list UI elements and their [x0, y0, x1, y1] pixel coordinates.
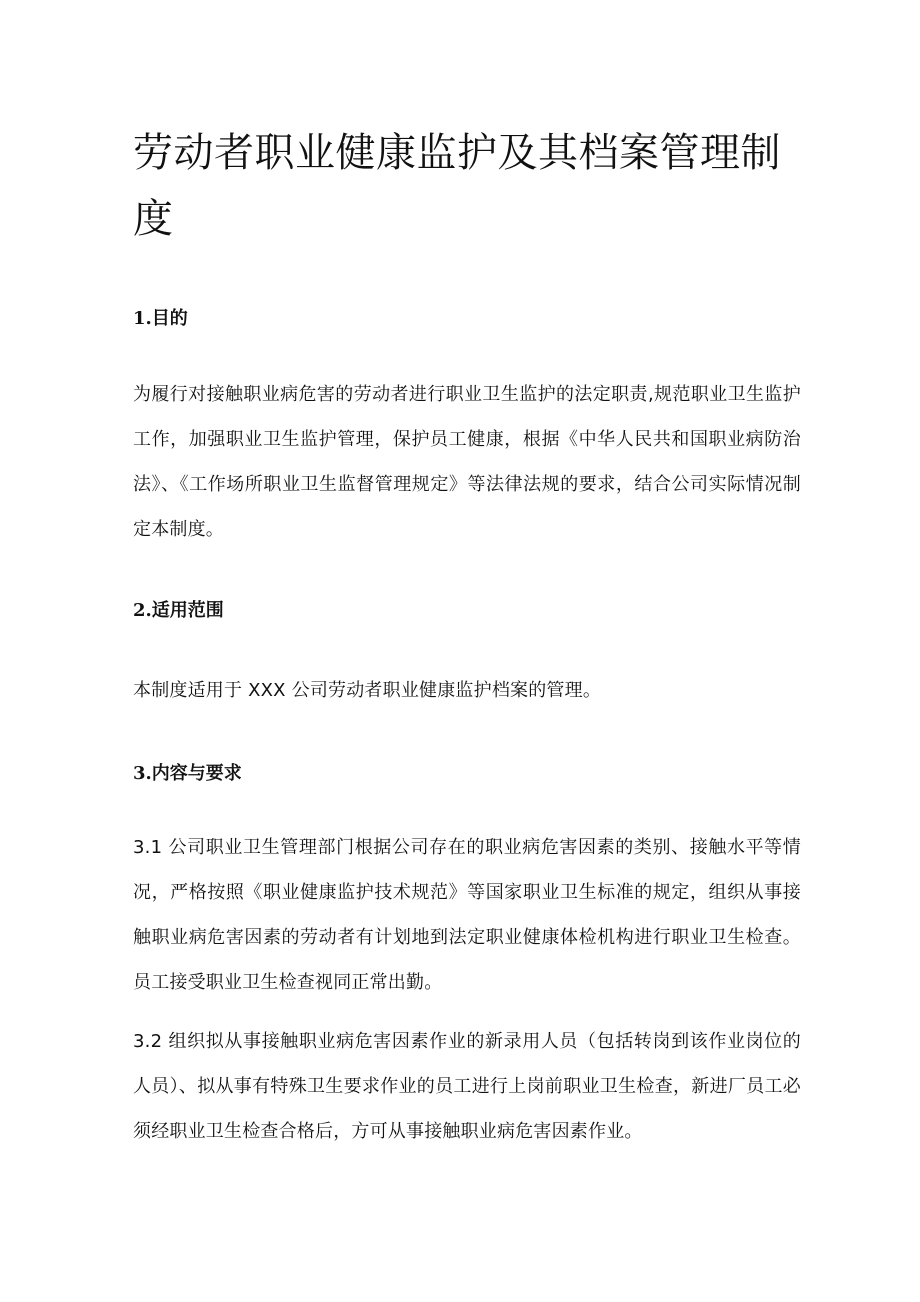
paragraph-3-1: 3.1 公司职业卫生管理部门根据公司存在的职业病危害因素的类别、接触水平等情况，严格按照《职业健康监护技术规范》等国家职业卫生标准的规定，组织从事接触职业病危害因素的劳动者有计划地到法定职业健康体检机构进行职业卫生检查。员工接受职业卫生检查视同正常出勤。 — [133, 837, 801, 993]
document-page — [133, 120, 801, 1154]
paragraph-3-2: 3.2 组织拟从事接触职业病危害因素作业的新录用人员（包括转岗到该作业岗位的人员）、拟从事有特殊卫生要求作业的员工进行上岗前职业卫生检查，新进厂员工必须经职业卫生检查合格后，方可从事接触职业病危害因素作业。 — [133, 1031, 801, 1142]
section-heading-content: 3.内容与要求 — [133, 763, 242, 784]
paragraph-purpose: 为履行对接触职业病危害的劳动者进行职业卫生监护的法定职责,规范职业卫生监护工作，加强职业卫生监护管理，保护员工健康，根据《中华人民共和国职业病防治法》、《工作场所职业卫生监督管理规定》等法律法规的要求，结合公司实际情况制定本制度。 — [133, 384, 801, 540]
section-heading-scope: 2.适用范围 — [133, 600, 224, 621]
document-title: 劳动者职业健康监护及其档案管理制度 — [133, 130, 781, 242]
section-heading-purpose: 1.目的 — [133, 308, 188, 329]
paragraph-scope: 本制度适用于 XXX 公司劳动者职业健康监护档案的管理。 — [133, 680, 602, 701]
